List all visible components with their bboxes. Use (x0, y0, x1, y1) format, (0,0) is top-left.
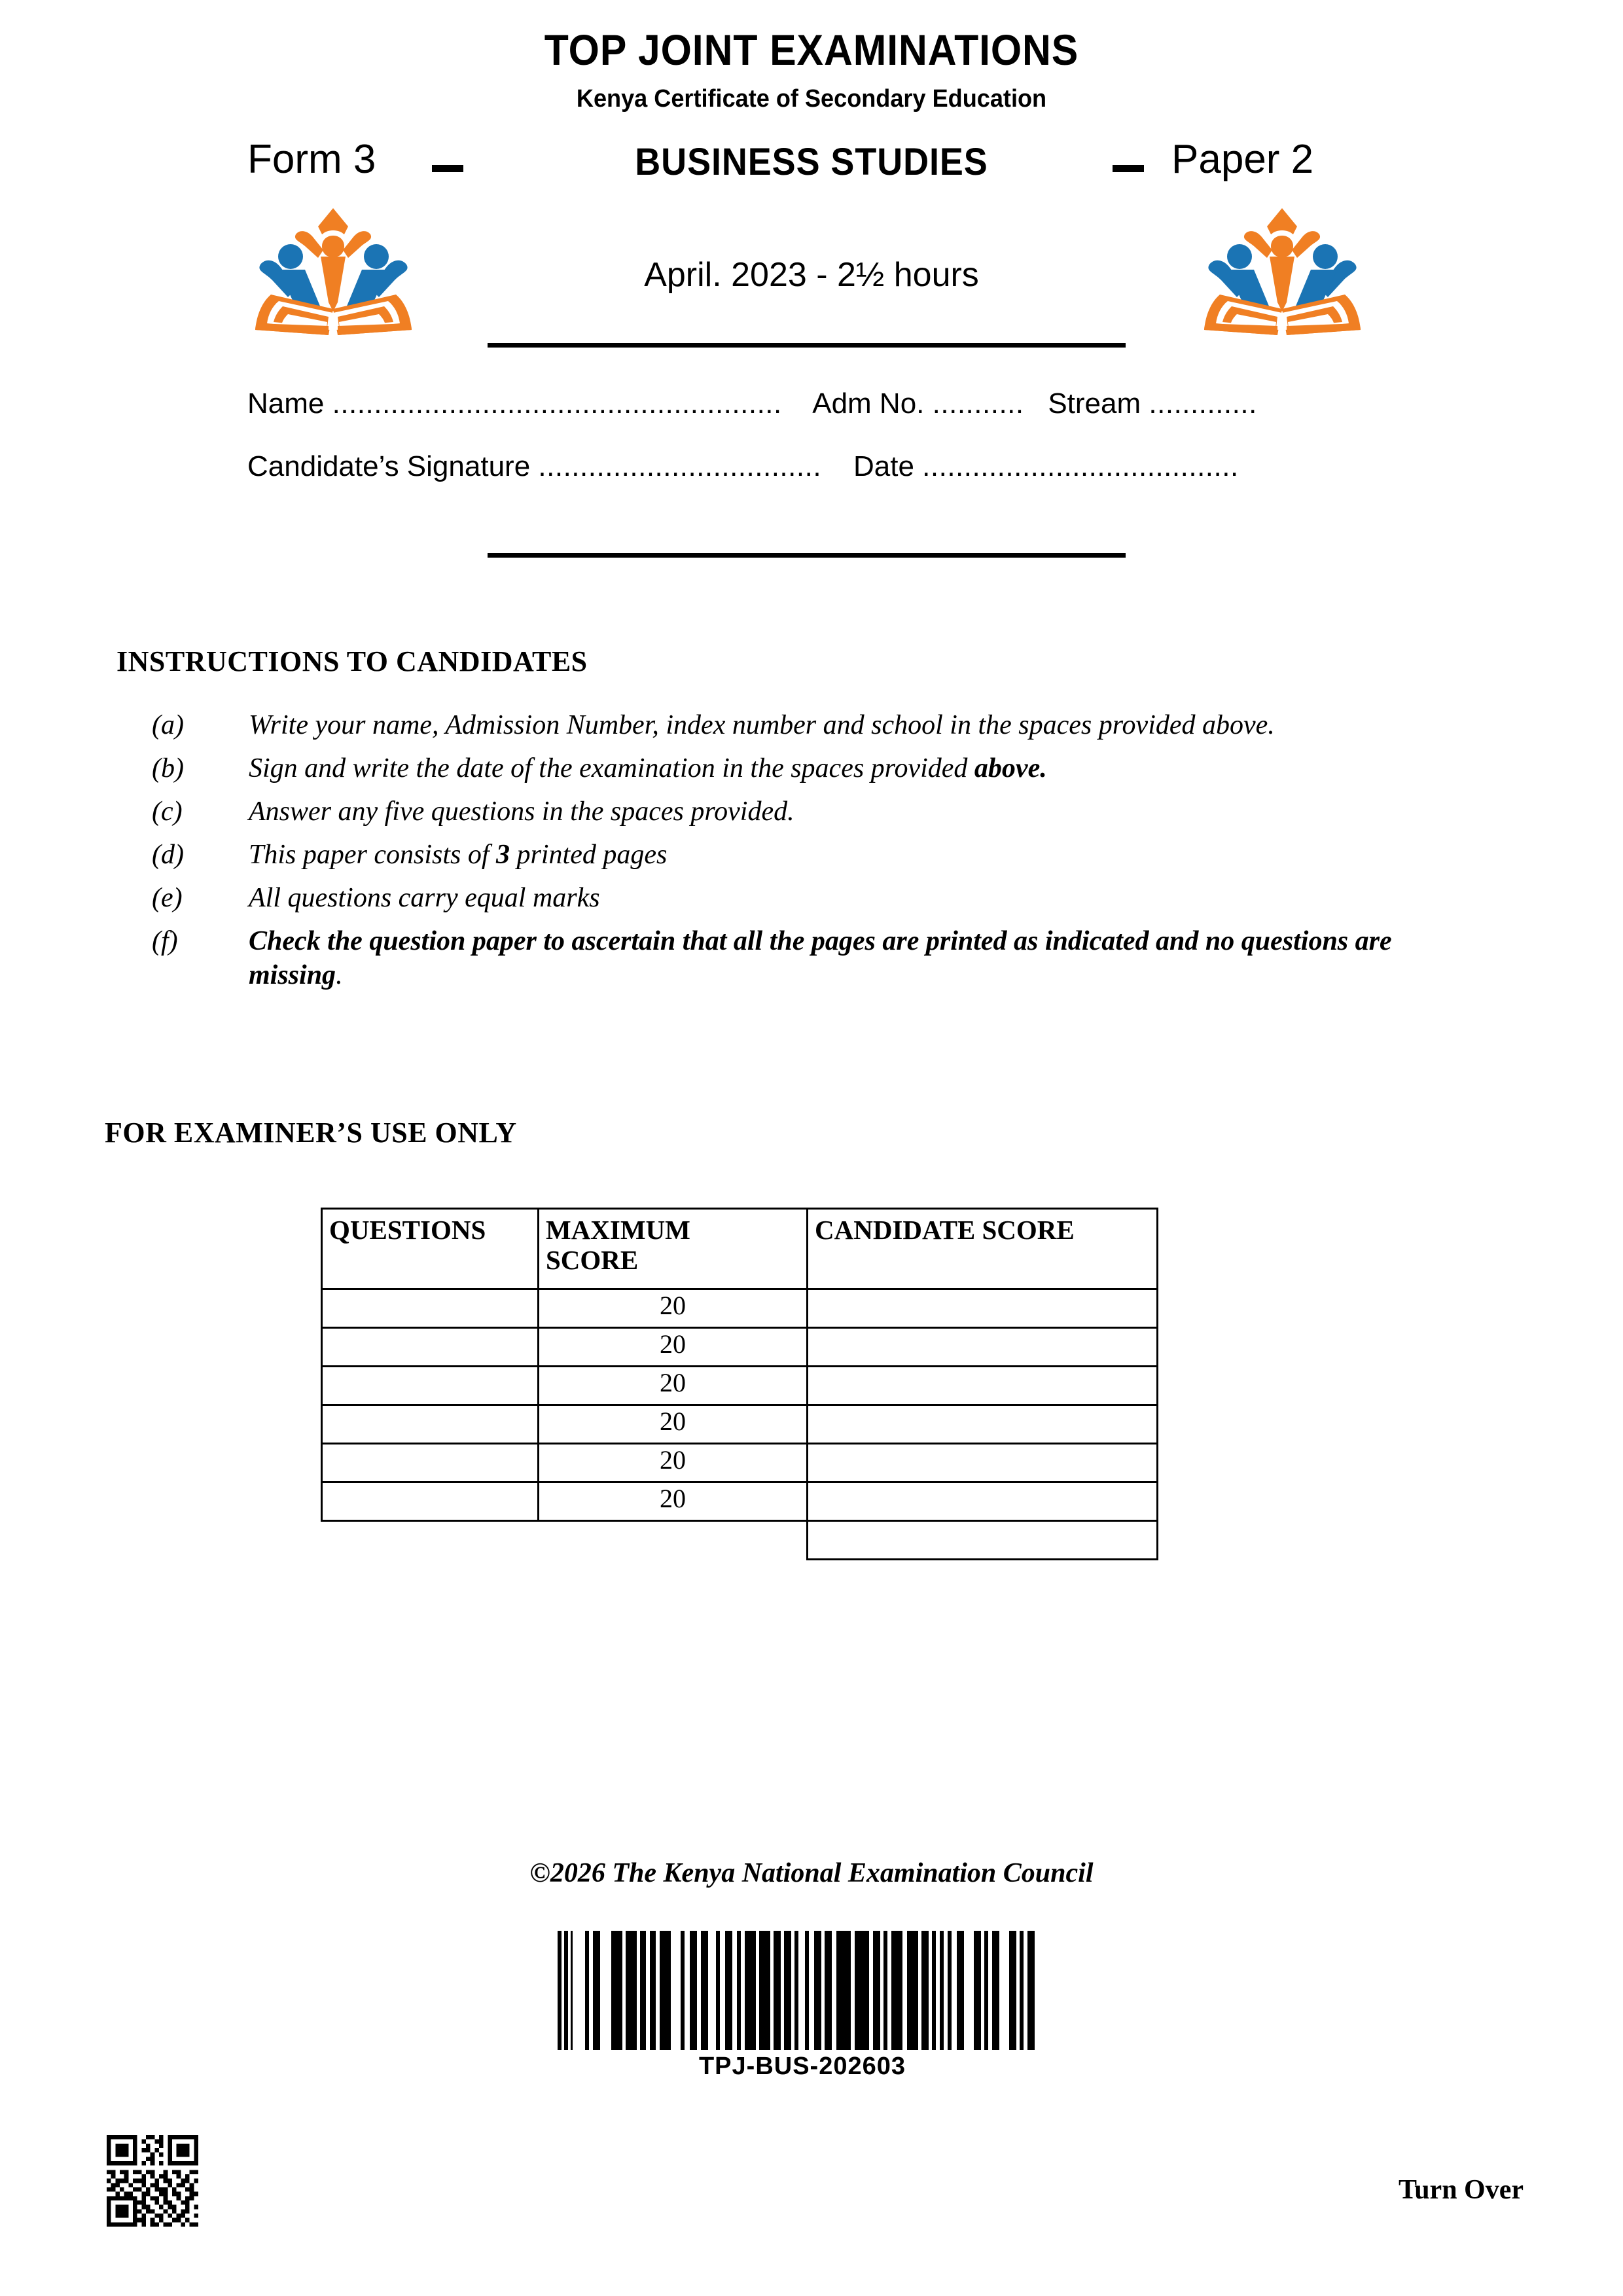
candidate-signature-row (247, 450, 1239, 483)
name-input-line[interactable]: ...................................................... (332, 387, 782, 420)
stream-input-line[interactable]: ............. (1149, 387, 1257, 420)
cell-candidate-score[interactable] (808, 1367, 1158, 1405)
cell-candidate-score[interactable] (808, 1328, 1158, 1367)
cell-candidate-score[interactable] (808, 1482, 1158, 1521)
instruction-letter: (e) (152, 883, 183, 913)
cell-max-score: 20 (539, 1289, 808, 1328)
cell-question[interactable] (322, 1289, 539, 1328)
cell-question[interactable] (322, 1482, 539, 1521)
name-label: Name (247, 387, 325, 420)
cell-total-max-score (539, 1521, 808, 1560)
exam-title: TOP JOINT EXAMINATIONS (544, 26, 1079, 74)
instruction-text-main: Sign and write the date of the examination in the spaces provided (249, 753, 974, 783)
instruction-text-emphasis: 3 (496, 840, 510, 870)
max-score-line-1: MAXIMUM (546, 1215, 690, 1245)
instructions-list (152, 708, 1526, 1001)
instruction-text (249, 838, 1526, 872)
cell-max-score: 20 (539, 1367, 808, 1405)
instruction-letter: (a) (152, 710, 184, 740)
cell-total-candidate-score[interactable] (808, 1521, 1158, 1560)
signature-label: Candidate’s Signature (247, 450, 531, 482)
turn-over-label: Turn Over (1399, 2175, 1524, 2205)
adm-no-label: Adm No. (812, 387, 925, 420)
instruction-item (152, 751, 1526, 785)
barcode-image (556, 1931, 1048, 2050)
cell-candidate-score[interactable] (808, 1289, 1158, 1328)
instruction-text-tail: printed pages (510, 840, 668, 870)
cell-question[interactable] (322, 1367, 539, 1405)
instruction-item (152, 795, 1526, 829)
instruction-item (152, 838, 1526, 872)
max-score-line-2: SCORE (546, 1245, 639, 1275)
barcode-label: TPJ-BUS-202603 (698, 2053, 906, 2080)
stream-label: Stream (1048, 387, 1141, 420)
instruction-text: Write your name, Admission Number, index number and school in the spaces provided above. (249, 710, 1275, 740)
date-input-line[interactable]: ...................................... (922, 450, 1239, 482)
cell-question[interactable] (322, 1444, 539, 1482)
instruction-letter: (b) (152, 753, 184, 783)
instruction-text: All questions carry equal marks (249, 883, 600, 913)
copyright-notice: ©2026 The Kenya National Examination Council (529, 1858, 1094, 1888)
exam-date-duration: April. 2023 - 2½ hours (644, 256, 979, 294)
cell-candidate-score[interactable] (808, 1444, 1158, 1482)
instruction-text: Answer any five questions in the spaces provided. (249, 797, 794, 827)
candidate-identity-row (247, 387, 1257, 420)
adm-no-input-line[interactable]: ........... (932, 387, 1024, 420)
column-header-candidate-score: CANDIDATE SCORE (808, 1209, 1158, 1289)
column-header-maximum-score (539, 1209, 808, 1289)
school-logo-left-icon (250, 196, 417, 337)
column-header-questions: QUESTIONS (322, 1209, 539, 1289)
table-total-row (322, 1521, 1158, 1560)
instruction-letter: (f) (152, 926, 178, 956)
instruction-letter: (c) (152, 797, 183, 827)
date-label: Date (853, 450, 914, 482)
instruction-text-emphasis: above. (974, 753, 1047, 783)
qr-code-image (107, 2135, 198, 2227)
examiner-score-table (321, 1208, 1158, 1560)
instruction-text-emphasis: Check the question paper to ascertain that all the pages are printed as indicated and no questions are missing (249, 926, 1392, 990)
table-row (322, 1367, 1158, 1405)
cell-question[interactable] (322, 1328, 539, 1367)
instruction-item (152, 924, 1526, 992)
instruction-text-tail: . (336, 960, 343, 990)
cell-max-score: 20 (539, 1328, 808, 1367)
signature-input-line[interactable]: .................................. (538, 450, 822, 482)
examiner-use-heading: FOR EXAMINER’S USE ONLY (105, 1117, 517, 1149)
exam-subtitle: Kenya Certificate of Secondary Education (576, 85, 1047, 113)
dash-separator-right-icon (1113, 165, 1144, 172)
cell-max-score: 20 (539, 1482, 808, 1521)
instructions-heading: INSTRUCTIONS TO CANDIDATES (116, 645, 588, 677)
subject-title: BUSINESS STUDIES (635, 141, 988, 183)
header-divider-bottom (488, 553, 1126, 558)
paper-label: Paper 2 (1171, 137, 1314, 182)
cell-max-score: 20 (539, 1405, 808, 1444)
instruction-text-main: This paper consists of (249, 840, 497, 870)
instruction-text (249, 751, 1526, 785)
cell-total-question (322, 1521, 539, 1560)
instruction-item (152, 881, 1526, 915)
table-row (322, 1482, 1158, 1521)
table-row (322, 1289, 1158, 1328)
instruction-letter: (d) (152, 840, 184, 870)
school-logo-right-icon (1199, 196, 1366, 337)
header-divider-top (488, 343, 1126, 348)
form-label: Form 3 (247, 137, 376, 182)
instruction-item (152, 708, 1526, 742)
table-row (322, 1405, 1158, 1444)
exam-header-block (0, 0, 1623, 589)
cell-candidate-score[interactable] (808, 1405, 1158, 1444)
cell-max-score: 20 (539, 1444, 808, 1482)
table-row (322, 1444, 1158, 1482)
instruction-text (249, 924, 1466, 992)
table-row (322, 1328, 1158, 1367)
cell-question[interactable] (322, 1405, 539, 1444)
table-header-row (322, 1209, 1158, 1289)
